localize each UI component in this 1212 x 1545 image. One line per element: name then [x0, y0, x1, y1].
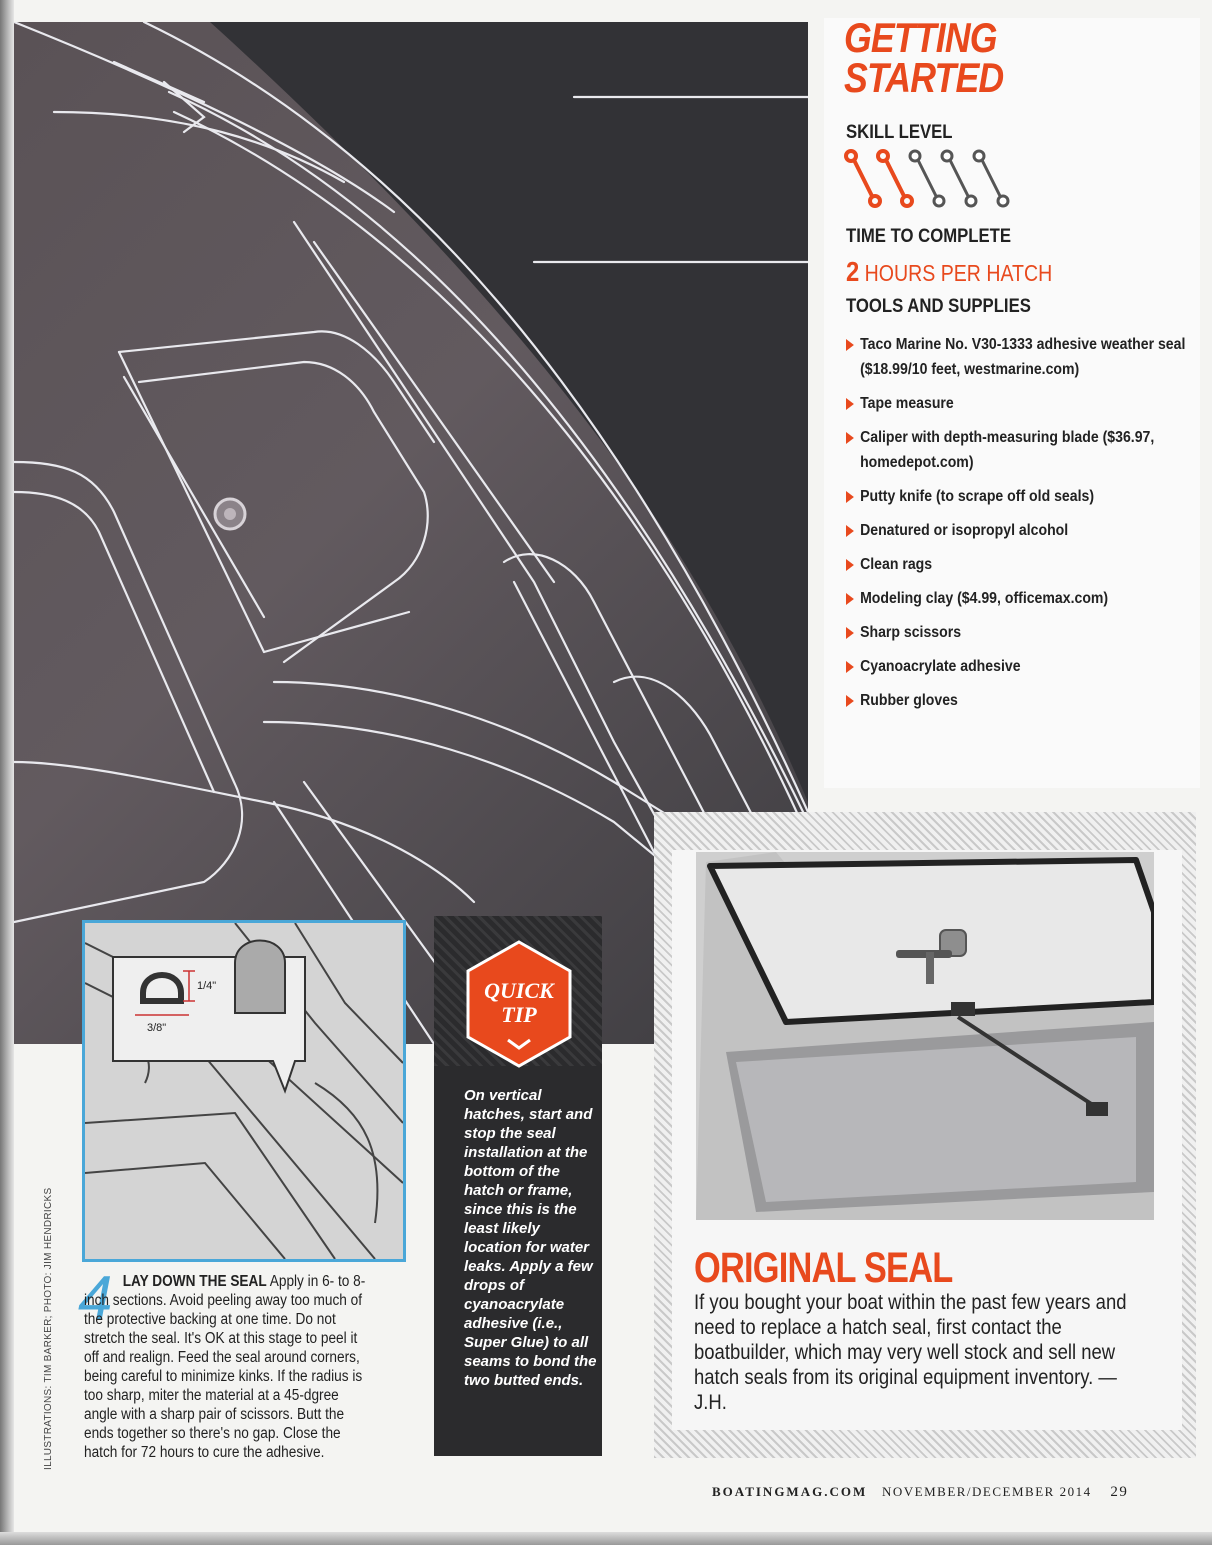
original-seal-title: ORIGINAL SEAL — [694, 1244, 953, 1292]
quick-tip-badge-line2: TIP — [501, 1002, 537, 1027]
quick-tip-box — [434, 916, 602, 1456]
open-hatch-image — [696, 852, 1154, 1220]
step-body: Apply in 6- to 8-inch sections. Avoid peeling away too much of the protective backing at one time. Do not stretch the seal. It's OK at this stage to peel it off and realign. Feed the seal around corners, being careful to minimize kinks. If the radius is too sharp, miter the material at a 45-dgree angle with a sharp pair of scissors. Butt the ends together so there's no gap. Close the hatch for 72 hours to cure the adhesive. — [84, 1273, 366, 1461]
page-spine — [0, 0, 14, 1545]
page-footer — [712, 1484, 1128, 1501]
page-edge — [0, 1532, 1212, 1545]
original-seal-body: If you bought your boat within the past few years and need to replace a hatch seal, first contact the boatbuilder, which may very well stock and sell new hatch seals from its original equipment inventory. — J.H. — [694, 1291, 1127, 1414]
footer-site: BOATINGMAG.COM — [712, 1484, 868, 1499]
tool-item: Rubber gloves — [846, 688, 1203, 713]
step-text — [84, 1272, 366, 1462]
quick-tip-text: On vertical hatches, start and stop the seal installation at the bottom of the hatch or frame, since this is the least likely location for water leaks. Apply a few drops of cyanoacrylate adhesive (i.e., Super Glue) to all seams to bond the two butted ends. — [464, 1087, 597, 1389]
time-value: 2 HOURS PER HATCH — [846, 256, 1053, 287]
tools-label: TOOLS AND SUPPLIES — [846, 296, 1031, 317]
skill-level-rating — [844, 148, 1034, 208]
tool-item: Caliper with depth-measuring blade ($36.97, homedepot.com) — [846, 425, 1203, 475]
tools-list — [846, 332, 1206, 713]
tool-item: Sharp scissors — [846, 620, 1203, 645]
getting-started-sidebar — [824, 14, 1200, 788]
wrench-icon — [972, 148, 1010, 208]
tool-item: Cyanoacrylate adhesive — [846, 654, 1203, 679]
tool-item: Putty knife (to scrape off old seals) — [846, 484, 1203, 509]
time-label: TIME TO COMPLETE — [846, 226, 1012, 247]
tool-item: Denatured or isopropyl alcohol — [846, 518, 1203, 543]
hatch-photo — [696, 852, 1154, 1220]
step-heading: LAY DOWN THE SEAL — [122, 1273, 267, 1290]
seal-cross-section-drawing — [85, 923, 403, 1259]
quick-tip-badge — [464, 940, 574, 1068]
tool-item: Clean rags — [846, 552, 1203, 577]
tool-item: Tape measure — [846, 391, 1203, 416]
skill-level-label: SKILL LEVEL — [846, 122, 953, 143]
tool-item: Modeling clay ($4.99, officemax.com) — [846, 586, 1203, 611]
tool-item: Taco Marine No. V30-1333 adhesive weather seal ($18.99/10 feet, westmarine.com) — [846, 332, 1203, 382]
dim-height-label: 1/4" — [197, 980, 217, 992]
seal-illustration — [82, 920, 406, 1262]
page-number: 29 — [1110, 1484, 1129, 1500]
step-number: 4 — [78, 1264, 113, 1333]
dim-width-label: 3/8" — [147, 1022, 167, 1034]
footer-issue: NOVEMBER/DECEMBER 2014 — [881, 1484, 1092, 1499]
quick-tip-badge-line1: QUICK — [484, 978, 554, 1003]
photo-credit: ILLUSTRATIONS: TIM BARKER; PHOTO: JIM HENDRICKS — [43, 1187, 54, 1470]
sidebar-title: GETTING STARTED — [844, 14, 1004, 101]
